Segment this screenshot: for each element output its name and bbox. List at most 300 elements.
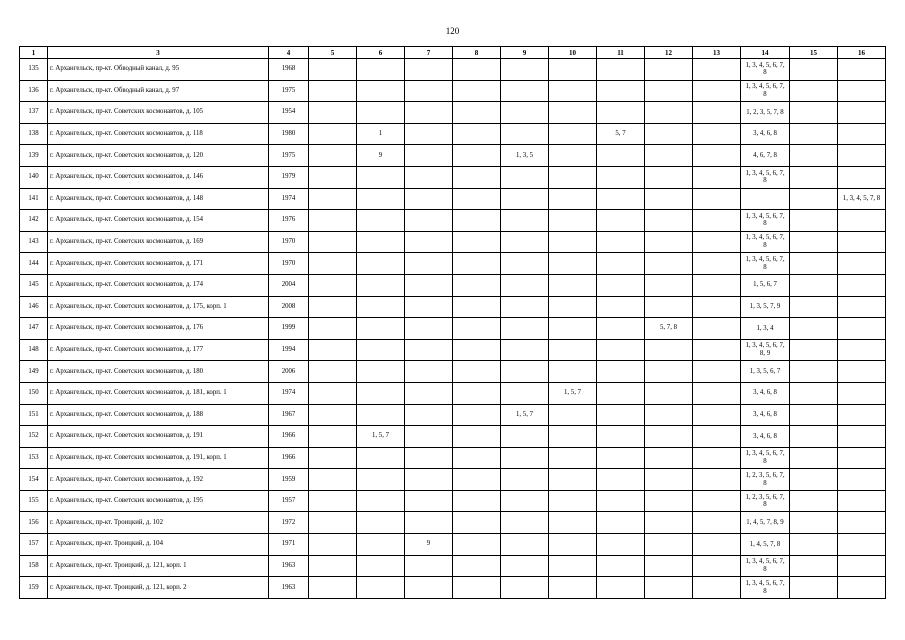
col-13-cell — [693, 490, 741, 512]
col-10-cell — [549, 80, 597, 102]
col-12-cell — [645, 404, 693, 426]
row-number-cell: 142 — [20, 210, 48, 232]
col-14-cell: 3, 4, 6, 8 — [741, 382, 790, 404]
col-7-cell — [405, 210, 453, 232]
table-header — [20, 47, 886, 59]
col-13-cell — [693, 166, 741, 188]
col-6-cell — [357, 490, 405, 512]
table-row — [20, 512, 886, 534]
year-built-cell: 1980 — [269, 123, 309, 145]
year-built-cell: 1994 — [269, 339, 309, 361]
col-14-cell: 1, 3, 4 — [741, 318, 790, 340]
col-11-cell — [597, 188, 645, 210]
col-6-cell: 9 — [357, 145, 405, 167]
col-10-cell — [549, 102, 597, 124]
col-15-cell — [790, 577, 838, 599]
col-8-cell — [453, 145, 501, 167]
col-8-cell — [453, 231, 501, 253]
col-16-cell — [838, 361, 886, 383]
col-13-cell — [693, 231, 741, 253]
col-8-cell — [453, 274, 501, 296]
col-5-cell — [309, 577, 357, 599]
year-built-cell: 1976 — [269, 210, 309, 232]
col-12-cell — [645, 253, 693, 275]
col-15-cell — [790, 274, 838, 296]
col-5-cell — [309, 469, 357, 491]
col-14-cell: 1, 3, 4, 5, 6, 7, 8 — [741, 80, 790, 102]
col-10-cell — [549, 361, 597, 383]
col-7-cell — [405, 274, 453, 296]
col-14-cell: 3, 4, 6, 8 — [741, 123, 790, 145]
col-7-cell — [405, 339, 453, 361]
col-12-cell — [645, 80, 693, 102]
col-10-cell — [549, 426, 597, 448]
col-5-cell — [309, 382, 357, 404]
column-header-11: 11 — [597, 47, 645, 59]
col-16-cell — [838, 447, 886, 469]
col-9-cell — [501, 102, 549, 124]
col-13-cell — [693, 145, 741, 167]
address-cell: г. Архангельск, пр-кт. Обводный канал, д. 97 — [48, 80, 269, 102]
col-9-cell: 1, 5, 7 — [501, 404, 549, 426]
col-8-cell — [453, 102, 501, 124]
col-15-cell — [790, 188, 838, 210]
col-10-cell — [549, 188, 597, 210]
table-row — [20, 339, 886, 361]
year-built-cell: 2006 — [269, 361, 309, 383]
row-number-cell: 152 — [20, 426, 48, 448]
col-11-cell — [597, 318, 645, 340]
col-6-cell — [357, 296, 405, 318]
address-cell: г. Архангельск, пр-кт. Троицкий, д. 104 — [48, 534, 269, 556]
address-cell: г. Архангельск, пр-кт. Советских космонавтов, д. 169 — [48, 231, 269, 253]
col-11-cell — [597, 382, 645, 404]
row-number-cell: 146 — [20, 296, 48, 318]
col-15-cell — [790, 361, 838, 383]
col-5-cell — [309, 296, 357, 318]
col-6-cell — [357, 512, 405, 534]
col-5-cell — [309, 80, 357, 102]
col-11-cell — [597, 59, 645, 81]
col-7-cell — [405, 361, 453, 383]
col-7-cell — [405, 490, 453, 512]
col-12-cell — [645, 469, 693, 491]
year-built-cell: 1975 — [269, 80, 309, 102]
col-7-cell — [405, 577, 453, 599]
col-7-cell — [405, 555, 453, 577]
col-16-cell — [838, 555, 886, 577]
year-built-cell: 1968 — [269, 59, 309, 81]
year-built-cell: 1971 — [269, 534, 309, 556]
col-11-cell — [597, 253, 645, 275]
address-cell: г. Архангельск, пр-кт. Советских космонавтов, д. 175, корп. 1 — [48, 296, 269, 318]
column-header-3: 3 — [48, 47, 269, 59]
table-row — [20, 361, 886, 383]
col-8-cell — [453, 339, 501, 361]
col-12-cell — [645, 166, 693, 188]
col-13-cell — [693, 59, 741, 81]
col-16-cell — [838, 426, 886, 448]
col-10-cell — [549, 469, 597, 491]
col-11-cell — [597, 426, 645, 448]
col-15-cell — [790, 490, 838, 512]
col-15-cell — [790, 339, 838, 361]
col-15-cell — [790, 231, 838, 253]
col-11-cell — [597, 166, 645, 188]
col-14-cell: 1, 2, 3, 5, 6, 7, 8 — [741, 469, 790, 491]
column-header-6: 6 — [357, 47, 405, 59]
col-9-cell — [501, 490, 549, 512]
row-number-cell: 155 — [20, 490, 48, 512]
row-number-cell: 149 — [20, 361, 48, 383]
col-10-cell — [549, 512, 597, 534]
year-built-cell: 1975 — [269, 145, 309, 167]
col-6-cell — [357, 59, 405, 81]
col-15-cell — [790, 382, 838, 404]
col-6-cell: 1, 5, 7 — [357, 426, 405, 448]
col-9-cell — [501, 274, 549, 296]
table-row — [20, 253, 886, 275]
year-built-cell: 1966 — [269, 447, 309, 469]
col-8-cell — [453, 318, 501, 340]
address-cell: г. Архангельск, пр-кт. Троицкий, д. 121, корп. 2 — [48, 577, 269, 599]
col-13-cell — [693, 534, 741, 556]
year-built-cell: 2004 — [269, 274, 309, 296]
row-number-cell: 136 — [20, 80, 48, 102]
row-number-cell: 157 — [20, 534, 48, 556]
table-row — [20, 555, 886, 577]
column-header-9: 9 — [501, 47, 549, 59]
col-7-cell — [405, 123, 453, 145]
col-7-cell — [405, 145, 453, 167]
col-10-cell — [549, 577, 597, 599]
year-built-cell: 1972 — [269, 512, 309, 534]
col-8-cell — [453, 447, 501, 469]
row-number-cell: 140 — [20, 166, 48, 188]
col-14-cell: 3, 4, 6, 8 — [741, 404, 790, 426]
col-15-cell — [790, 80, 838, 102]
col-9-cell — [501, 123, 549, 145]
table-row — [20, 577, 886, 599]
col-11-cell — [597, 469, 645, 491]
col-13-cell — [693, 188, 741, 210]
address-cell: г. Архангельск, пр-кт. Советских космонавтов, д. 191, корп. 1 — [48, 447, 269, 469]
col-15-cell — [790, 512, 838, 534]
col-8-cell — [453, 404, 501, 426]
col-13-cell — [693, 361, 741, 383]
col-9-cell — [501, 339, 549, 361]
row-number-cell: 135 — [20, 59, 48, 81]
col-5-cell — [309, 102, 357, 124]
table-row — [20, 210, 886, 232]
table-row — [20, 318, 886, 340]
table-row — [20, 534, 886, 556]
col-15-cell — [790, 296, 838, 318]
col-11-cell — [597, 102, 645, 124]
col-9-cell — [501, 80, 549, 102]
col-13-cell — [693, 426, 741, 448]
col-10-cell — [549, 231, 597, 253]
col-16-cell — [838, 145, 886, 167]
col-12-cell — [645, 210, 693, 232]
row-number-cell: 153 — [20, 447, 48, 469]
year-built-cell: 1966 — [269, 426, 309, 448]
col-5-cell — [309, 145, 357, 167]
col-5-cell — [309, 59, 357, 81]
col-6-cell — [357, 188, 405, 210]
col-13-cell — [693, 469, 741, 491]
col-13-cell — [693, 577, 741, 599]
col-15-cell — [790, 534, 838, 556]
year-built-cell: 1959 — [269, 469, 309, 491]
col-14-cell: 1, 3, 5, 6, 7 — [741, 361, 790, 383]
table-row — [20, 490, 886, 512]
address-cell: г. Архангельск, пр-кт. Обводный канал, д. 95 — [48, 59, 269, 81]
col-13-cell — [693, 318, 741, 340]
col-16-cell — [838, 274, 886, 296]
address-cell: г. Архангельск, пр-кт. Советских космонавтов, д. 181, корп. 1 — [48, 382, 269, 404]
col-13-cell — [693, 404, 741, 426]
col-16-cell — [838, 339, 886, 361]
col-7-cell — [405, 447, 453, 469]
col-13-cell — [693, 447, 741, 469]
col-10-cell — [549, 274, 597, 296]
col-6-cell — [357, 361, 405, 383]
row-number-cell: 159 — [20, 577, 48, 599]
col-8-cell — [453, 534, 501, 556]
row-number-cell: 148 — [20, 339, 48, 361]
address-cell: г. Архангельск, пр-кт. Советских космонавтов, д. 174 — [48, 274, 269, 296]
col-9-cell — [501, 512, 549, 534]
col-6-cell — [357, 231, 405, 253]
col-10-cell — [549, 534, 597, 556]
table-body — [20, 59, 886, 599]
col-11-cell — [597, 339, 645, 361]
row-number-cell: 139 — [20, 145, 48, 167]
col-5-cell — [309, 188, 357, 210]
column-header-13: 13 — [693, 47, 741, 59]
col-5-cell — [309, 426, 357, 448]
col-16-cell: 1, 3, 4, 5, 7, 8 — [838, 188, 886, 210]
col-6-cell — [357, 318, 405, 340]
col-12-cell — [645, 490, 693, 512]
col-10-cell — [549, 210, 597, 232]
col-8-cell — [453, 490, 501, 512]
col-9-cell — [501, 555, 549, 577]
col-5-cell — [309, 253, 357, 275]
col-8-cell — [453, 253, 501, 275]
col-7-cell — [405, 469, 453, 491]
col-9-cell — [501, 166, 549, 188]
col-10-cell — [549, 318, 597, 340]
year-built-cell: 1974 — [269, 382, 309, 404]
col-5-cell — [309, 231, 357, 253]
column-header-8: 8 — [453, 47, 501, 59]
col-14-cell: 1, 3, 4, 5, 6, 7, 8 — [741, 555, 790, 577]
col-11-cell — [597, 404, 645, 426]
col-7-cell — [405, 404, 453, 426]
col-5-cell — [309, 210, 357, 232]
col-13-cell — [693, 555, 741, 577]
col-12-cell — [645, 534, 693, 556]
col-14-cell: 1, 3, 4, 5, 6, 7, 8, 9 — [741, 339, 790, 361]
year-built-cell: 1999 — [269, 318, 309, 340]
col-13-cell — [693, 102, 741, 124]
address-cell: г. Архангельск, пр-кт. Советских космонавтов, д. 118 — [48, 123, 269, 145]
col-15-cell — [790, 59, 838, 81]
row-number-cell: 147 — [20, 318, 48, 340]
col-11-cell — [597, 231, 645, 253]
col-7-cell — [405, 166, 453, 188]
col-15-cell — [790, 102, 838, 124]
col-12-cell — [645, 274, 693, 296]
col-14-cell: 1, 3, 4, 5, 6, 7, 8 — [741, 231, 790, 253]
col-12-cell — [645, 447, 693, 469]
col-10-cell — [549, 145, 597, 167]
col-12-cell — [645, 512, 693, 534]
col-6-cell — [357, 253, 405, 275]
col-9-cell — [501, 210, 549, 232]
col-5-cell — [309, 123, 357, 145]
column-header-1: 1 — [20, 47, 48, 59]
col-14-cell: 1, 5, 6, 7 — [741, 274, 790, 296]
col-9-cell — [501, 188, 549, 210]
col-10-cell: 1, 5, 7 — [549, 382, 597, 404]
col-16-cell — [838, 577, 886, 599]
col-11-cell — [597, 577, 645, 599]
table-row — [20, 166, 886, 188]
col-13-cell — [693, 123, 741, 145]
address-cell: г. Архангельск, пр-кт. Советских космонавтов, д. 171 — [48, 253, 269, 275]
col-16-cell — [838, 253, 886, 275]
col-7-cell — [405, 188, 453, 210]
col-5-cell — [309, 361, 357, 383]
col-16-cell — [838, 469, 886, 491]
col-11-cell — [597, 361, 645, 383]
address-cell: г. Архангельск, пр-кт. Троицкий, д. 102 — [48, 512, 269, 534]
col-6-cell — [357, 447, 405, 469]
col-14-cell: 1, 2, 3, 5, 7, 8 — [741, 102, 790, 124]
col-10-cell — [549, 166, 597, 188]
col-12-cell — [645, 339, 693, 361]
col-14-cell: 1, 3, 5, 7, 9 — [741, 296, 790, 318]
col-14-cell: 1, 3, 4, 5, 6, 7, 8 — [741, 210, 790, 232]
year-built-cell: 1974 — [269, 188, 309, 210]
table-row — [20, 80, 886, 102]
col-7-cell — [405, 318, 453, 340]
row-number-cell: 145 — [20, 274, 48, 296]
col-5-cell — [309, 166, 357, 188]
col-16-cell — [838, 80, 886, 102]
col-10-cell — [549, 296, 597, 318]
col-6-cell — [357, 274, 405, 296]
year-built-cell: 2008 — [269, 296, 309, 318]
col-13-cell — [693, 210, 741, 232]
col-12-cell — [645, 102, 693, 124]
col-14-cell: 4, 6, 7, 8 — [741, 145, 790, 167]
col-8-cell — [453, 361, 501, 383]
col-14-cell: 1, 2, 3, 5, 6, 7, 8 — [741, 490, 790, 512]
column-header-4: 4 — [269, 47, 309, 59]
col-12-cell — [645, 296, 693, 318]
col-7-cell — [405, 382, 453, 404]
address-cell: г. Архангельск, пр-кт. Советских космонавтов, д. 195 — [48, 490, 269, 512]
row-number-cell: 150 — [20, 382, 48, 404]
col-8-cell — [453, 80, 501, 102]
col-11-cell — [597, 490, 645, 512]
col-9-cell — [501, 253, 549, 275]
col-8-cell — [453, 188, 501, 210]
table-row — [20, 296, 886, 318]
col-16-cell — [838, 231, 886, 253]
col-12-cell — [645, 145, 693, 167]
col-13-cell — [693, 80, 741, 102]
col-7-cell — [405, 426, 453, 448]
col-6-cell — [357, 102, 405, 124]
col-11-cell — [597, 534, 645, 556]
col-10-cell — [549, 253, 597, 275]
col-15-cell — [790, 469, 838, 491]
col-9-cell — [501, 231, 549, 253]
row-number-cell: 143 — [20, 231, 48, 253]
col-12-cell — [645, 555, 693, 577]
col-10-cell — [549, 490, 597, 512]
col-6-cell — [357, 577, 405, 599]
col-10-cell — [549, 123, 597, 145]
col-5-cell — [309, 490, 357, 512]
col-7-cell — [405, 231, 453, 253]
col-13-cell — [693, 339, 741, 361]
col-12-cell — [645, 188, 693, 210]
col-6-cell — [357, 382, 405, 404]
column-header-12: 12 — [645, 47, 693, 59]
col-7-cell — [405, 296, 453, 318]
col-7-cell — [405, 59, 453, 81]
address-cell: г. Архангельск, пр-кт. Советских космонавтов, д. 191 — [48, 426, 269, 448]
row-number-cell: 141 — [20, 188, 48, 210]
year-built-cell: 1970 — [269, 253, 309, 275]
col-9-cell — [501, 426, 549, 448]
col-16-cell — [838, 59, 886, 81]
col-6-cell: 1 — [357, 123, 405, 145]
col-16-cell — [838, 404, 886, 426]
year-built-cell: 1954 — [269, 102, 309, 124]
table-row — [20, 145, 886, 167]
col-7-cell — [405, 512, 453, 534]
address-cell: г. Архангельск, пр-кт. Советских космонавтов, д. 148 — [48, 188, 269, 210]
col-12-cell — [645, 577, 693, 599]
col-13-cell — [693, 253, 741, 275]
row-number-cell: 137 — [20, 102, 48, 124]
column-header-16: 16 — [838, 47, 886, 59]
year-built-cell: 1979 — [269, 166, 309, 188]
col-9-cell — [501, 59, 549, 81]
address-cell: г. Архангельск, пр-кт. Советских космонавтов, д. 120 — [48, 145, 269, 167]
col-11-cell — [597, 80, 645, 102]
column-header-5: 5 — [309, 47, 357, 59]
col-11-cell: 5, 7 — [597, 123, 645, 145]
col-6-cell — [357, 534, 405, 556]
col-6-cell — [357, 210, 405, 232]
col-10-cell — [549, 404, 597, 426]
col-10-cell — [549, 59, 597, 81]
col-10-cell — [549, 447, 597, 469]
table-row — [20, 382, 886, 404]
col-6-cell — [357, 166, 405, 188]
col-13-cell — [693, 296, 741, 318]
col-9-cell: 1, 3, 5 — [501, 145, 549, 167]
column-header-7: 7 — [405, 47, 453, 59]
